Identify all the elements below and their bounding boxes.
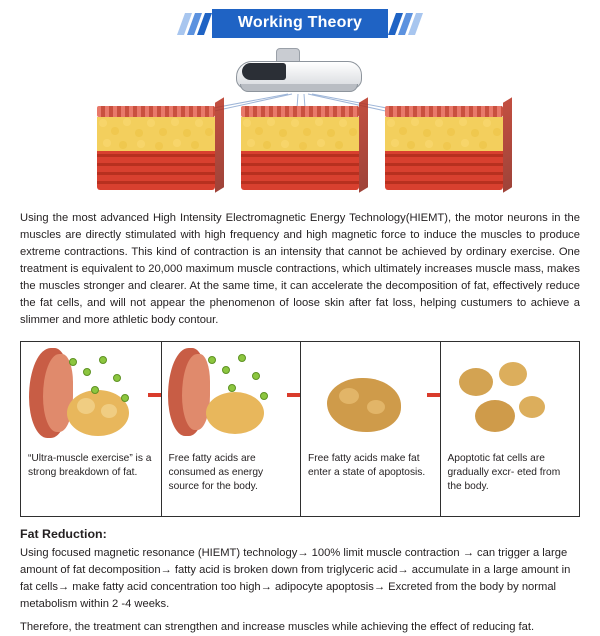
process-step-3 (300, 342, 440, 516)
arrow-right-icon (287, 388, 300, 400)
fat-cell (499, 362, 527, 386)
fat-layer (241, 117, 359, 151)
fat-layer (385, 117, 503, 151)
fat-reduction-conclusion: Therefore, the treatment can strengthen and increase muscles while achieving the effect of reducing fat. (20, 621, 535, 634)
step-3-caption: Free fatty acids make fat enter a state of apoptosis. (308, 453, 426, 478)
skin-layer (97, 106, 215, 117)
page-root (0, 9, 600, 634)
molecule-icon (113, 374, 121, 382)
fat-layer (97, 117, 215, 151)
molecule-icon (260, 392, 268, 400)
muscle-layer (97, 151, 215, 190)
molecule-icon (69, 358, 77, 366)
process-step-2 (161, 342, 301, 516)
applicator-base (240, 84, 358, 92)
applicator-front (242, 63, 286, 80)
molecule-icon (121, 394, 129, 402)
molecule-icon (252, 372, 260, 380)
fat-cell-cluster (67, 390, 129, 436)
fat-cell (519, 396, 545, 418)
fat-cell-cluster (206, 392, 264, 434)
apoptotic-fat-cell (327, 378, 401, 432)
process-diagram (20, 341, 580, 517)
step-1-illustration (21, 342, 161, 446)
arrow-right-icon (148, 388, 161, 400)
molecule-icon (228, 384, 236, 392)
muscle-fiber-shape (182, 354, 210, 430)
process-step-4 (440, 342, 580, 516)
step-4-caption: Apoptotic fat cells are gradually excr- eted from the body. (447, 453, 561, 492)
step-4-illustration (441, 342, 580, 446)
treatment-illustration (0, 44, 600, 204)
process-step-1 (21, 342, 161, 516)
fat-cell-detail (367, 400, 385, 414)
molecule-icon (83, 368, 91, 376)
tissue-side-face (503, 97, 512, 193)
tissue-block (385, 106, 503, 190)
tissue-side-face (215, 97, 224, 193)
right-slash-decoration (392, 13, 419, 35)
fat-cell-detail (339, 388, 359, 404)
molecule-icon (238, 354, 246, 362)
skin-layer (385, 106, 503, 117)
skin-layer (241, 106, 359, 117)
molecule-icon (208, 356, 216, 364)
left-slash-decoration (181, 13, 208, 35)
molecule-icon (222, 366, 230, 374)
arrow-right-icon (427, 388, 440, 400)
hiemt-applicator-icon (232, 48, 364, 92)
fat-cell (459, 368, 493, 396)
molecule-icon (99, 356, 107, 364)
step-2-caption: Free fatty acids are consumed as energy source for the body. (168, 453, 264, 492)
step-1-caption: “Ultra-muscle exercise” is a strong breakdown of fat. (28, 453, 152, 478)
intro-paragraph: Using the most advanced High Intensity Electromagnetic Energy Technology(HIEMT), the motor neurons in the muscles are directly stimulated with high frequency and high magnetic force to induce the muscles to produce extreme contractions. This kind of contraction is an intensity that cannot be achieved by ordinary exercise. One treatment is equivalent to 20,000 maximum muscle contractions, which ultimately increases muscle mass, makes the muscles stronger and clearer. At the same time, it can accelerate the decomposition of fat, effectively reduce the fat cells, and will not appear the phenomenon of loose skin after fat loss, helping custumers to achieve a slimmer and more athletic body contour. (20, 212, 580, 327)
header (0, 9, 600, 38)
tissue-side-face (359, 97, 368, 193)
muscle-layer (241, 151, 359, 190)
tissue-block (97, 106, 215, 190)
fat-cell (475, 400, 515, 432)
muscle-layer (385, 151, 503, 190)
step-3-illustration (301, 342, 440, 446)
fat-reduction-body: Using focused magnetic resonance (HIEMT) technology→ 100% limit muscle contraction → can trigger a large amount of fat decomposition→ fatty acid is broken down from triglyceric acid→ accumulate in a large amount in fat cells→ make fatty acid concentration too high→ adipocyte apoptosis→ Excreted from the body by normal metabolism within 2 -4 weeks. (20, 547, 571, 610)
fat-reduction-title: Fat Reduction: (20, 527, 107, 542)
step-2-illustration (162, 342, 301, 446)
page-title: Working Theory (212, 9, 388, 38)
fat-cell (77, 398, 95, 414)
tissue-block-row (0, 106, 600, 190)
fat-cell (101, 404, 117, 418)
tissue-block (241, 106, 359, 190)
